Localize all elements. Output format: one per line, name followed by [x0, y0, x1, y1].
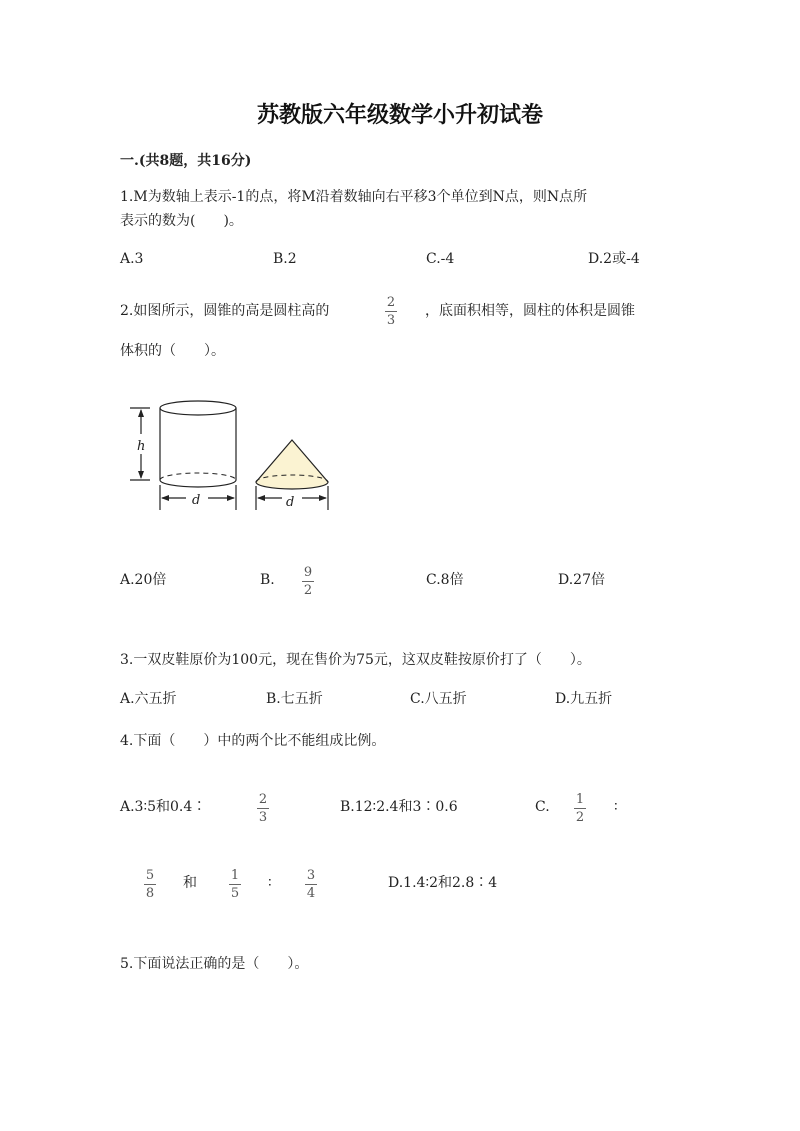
q2-option-b-fraction	[302, 565, 314, 598]
q4-option-d: D.1.4∶2和2.8∶4	[388, 875, 498, 891]
fraction-numerator: 1	[575, 792, 585, 807]
fraction-numerator: 2	[258, 792, 268, 807]
fraction-bar	[229, 884, 241, 885]
q4-option-a: A.3∶5和0.4∶	[120, 799, 207, 815]
fraction-numerator: 1	[230, 868, 240, 883]
q4-option-c-fraction-3	[229, 868, 241, 901]
q2-option-c: C.8倍	[426, 572, 464, 588]
fraction-numerator: 2	[386, 295, 396, 310]
cylinder-diameter-label: d	[192, 493, 201, 508]
fraction-bar	[302, 581, 314, 582]
q3-option-b: B.七五折	[266, 691, 323, 707]
fraction-denominator: 8	[145, 886, 155, 901]
cylinder-cone-figure	[120, 390, 360, 520]
q1-option-b: B.2	[273, 251, 297, 267]
q2-text-before: 2.如图所示，圆锥的高是圆柱高的	[120, 303, 330, 319]
fraction-bar	[574, 808, 586, 809]
height-label: h	[137, 439, 146, 454]
cylinder-top	[160, 401, 236, 415]
q2-option-a: A.20倍	[120, 572, 167, 588]
q3-text: 3.一双皮鞋原价为100元，现在售价为75元，这双皮鞋按原价打了（ ）。	[120, 652, 591, 668]
page-title: 苏教版六年级数学小升初试卷	[256, 102, 543, 128]
q4-option-c-fraction-4	[305, 868, 317, 901]
fraction-numerator: 5	[145, 868, 155, 883]
fraction-denominator: 3	[386, 313, 396, 328]
q2-fraction	[385, 295, 397, 328]
q1-option-a: A.3	[120, 251, 144, 267]
q1-text-line1: 1.M为数轴上表示-1的点，将M沿着数轴向右平移3个单位到N点，则N点所	[120, 189, 588, 205]
fraction-denominator: 5	[230, 886, 240, 901]
fraction-denominator: 2	[575, 810, 585, 825]
q4-option-c-colon: ∶	[614, 799, 618, 815]
fraction-numerator: 3	[306, 868, 316, 883]
q2-text-after: ，底面积相等，圆柱的体积是圆锥	[425, 303, 635, 319]
q4-text: 4.下面（ ）中的两个比不能组成比例。	[120, 733, 386, 749]
q4-option-c-fraction-2	[144, 868, 156, 901]
q2-option-d: D.27倍	[558, 572, 605, 588]
fraction-denominator: 2	[303, 583, 313, 598]
fraction-bar	[385, 311, 397, 312]
fraction-denominator: 4	[306, 886, 316, 901]
q4-option-b: B.12∶2.4和3∶0.6	[340, 799, 458, 815]
cone-shape	[256, 440, 328, 489]
cone-diameter-label: d	[286, 495, 295, 510]
q2-text-line2: 体积的（ ）。	[120, 343, 225, 359]
q1-option-c: C.-4	[426, 251, 455, 267]
q5-text: 5.下面说法正确的是（ ）。	[120, 956, 309, 972]
q3-option-d: D.九五折	[555, 691, 613, 707]
fraction-denominator: 3	[258, 810, 268, 825]
q2-option-b: B.	[260, 572, 275, 588]
q4-option-c: C.	[535, 799, 550, 815]
q3-option-c: C.八五折	[410, 691, 467, 707]
q4-option-c-colon-2: ∶	[268, 875, 272, 891]
q4-option-a-fraction	[257, 792, 269, 825]
fraction-bar	[144, 884, 156, 885]
q1-text-line2: 表示的数为( )。	[120, 213, 243, 229]
q4-option-c-fraction-1	[574, 792, 586, 825]
q1-option-d: D.2或-4	[588, 251, 640, 267]
q4-option-c-and: 和	[183, 875, 197, 891]
fraction-bar	[257, 808, 269, 809]
fraction-bar	[305, 884, 317, 885]
section-heading: 一.(共8题，共16分)	[120, 153, 252, 169]
q3-option-a: A.六五折	[120, 691, 177, 707]
fraction-numerator: 9	[303, 565, 313, 580]
